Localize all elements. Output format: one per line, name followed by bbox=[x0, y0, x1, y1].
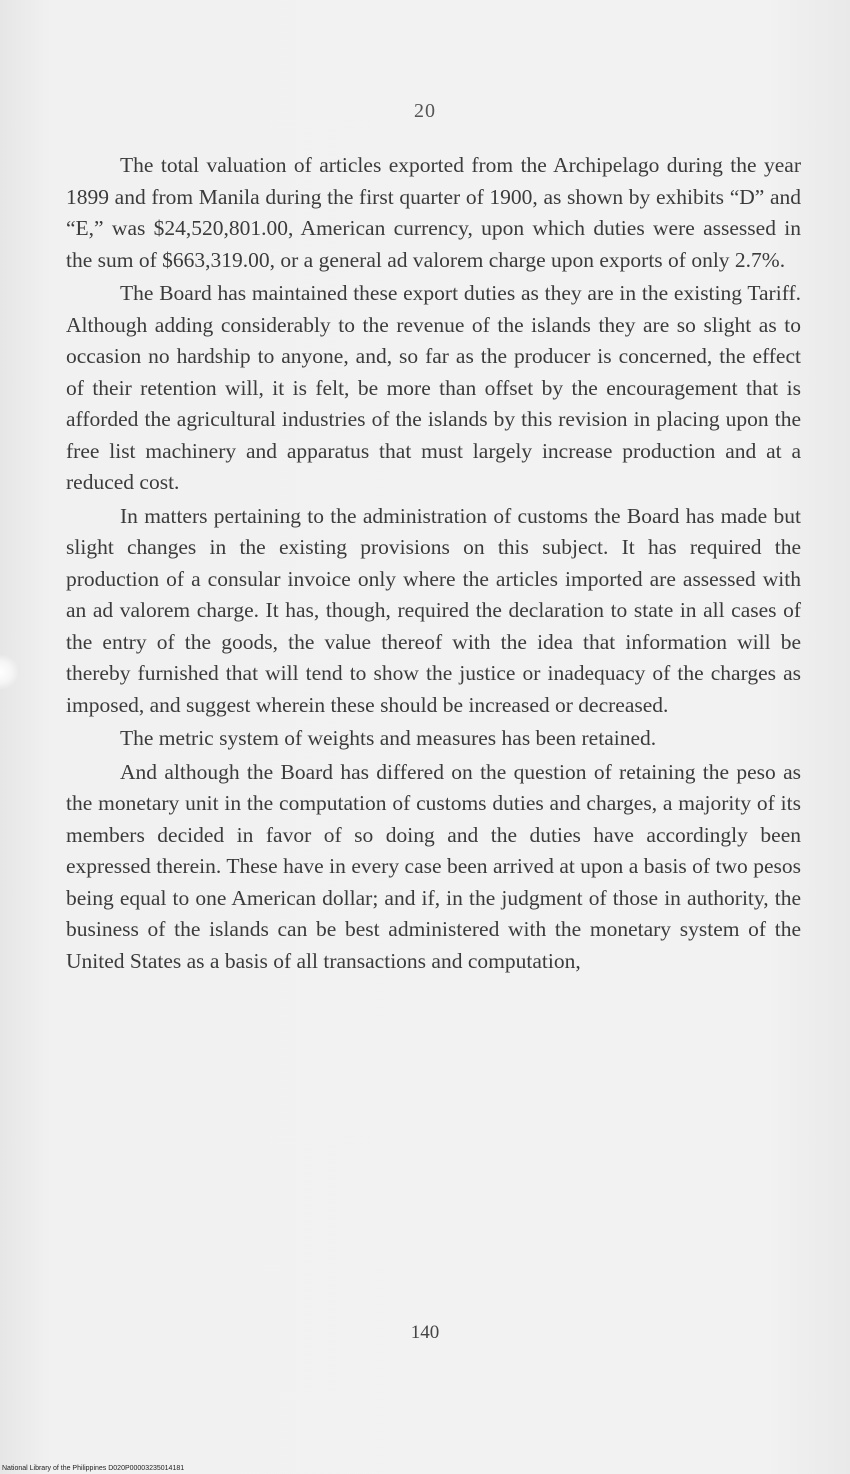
paragraph-export-duties: The Board has maintained these export duties as they are in the existing Tariff. Although adding considerably to the revenue of the islands they are so slight as to occasion no hardship to anyone, and, so far as the producer is concerned, the effect of their retention will, it is felt, be more than offset by the encouragement that is afforded the agricultural industries of the islands by this revision in placing upon the free list machinery and apparatus that must largely increase production and at a reduced cost. bbox=[66, 281, 801, 494]
library-stamp: National Library of the Philippines D020P00003235014181 bbox=[2, 1465, 185, 1472]
paragraph-metric-system: The metric system of weights and measures has been retained. bbox=[120, 726, 657, 750]
paragraph-export-valuation: The total valuation of articles exported from the Archipelago during the year 1899 and from Manila during the first quarter of 1900, as shown by exhibits “D” and “E,” was $24,520,801.00, American currency, upon which duties were assessed in the sum of $663,319.00, or a general ad valorem charge upon exports of only 2.7%. bbox=[66, 153, 801, 272]
footer-page-number: 140 bbox=[410, 1322, 440, 1343]
page-edge-mark bbox=[0, 655, 18, 689]
paragraph-monetary-unit: And although the Board has differed on the question of retaining the peso as the monetary unit in the computation of customs duties and charges, a majority of its members decided in favor of so doing and the duties have accordingly been expressed therein. These have in every case been arrived at upon a basis of two pesos being equal to one American dollar; and if, in the judgment of those in authority, the business of the islands can be best administered with the monetary system of the United States as a basis of all transactions and computation, bbox=[66, 759, 801, 973]
body-text bbox=[66, 150, 801, 979]
page-number: 20 bbox=[414, 100, 436, 122]
paragraph-customs-administration: In matters pertaining to the administration of customs the Board has made but slight changes in the existing provisions on this subject. It has required the production of a consular invoice only where the articles imported are assessed with an ad valorem charge. It has, though, required the declaration to state in all cases of the entry of the goods, the value thereof with the idea that information will be thereby furnished that will tend to show the justice or inadequacy of the charges as imposed, and suggest wherein these should be increased or decreased. bbox=[66, 503, 801, 717]
